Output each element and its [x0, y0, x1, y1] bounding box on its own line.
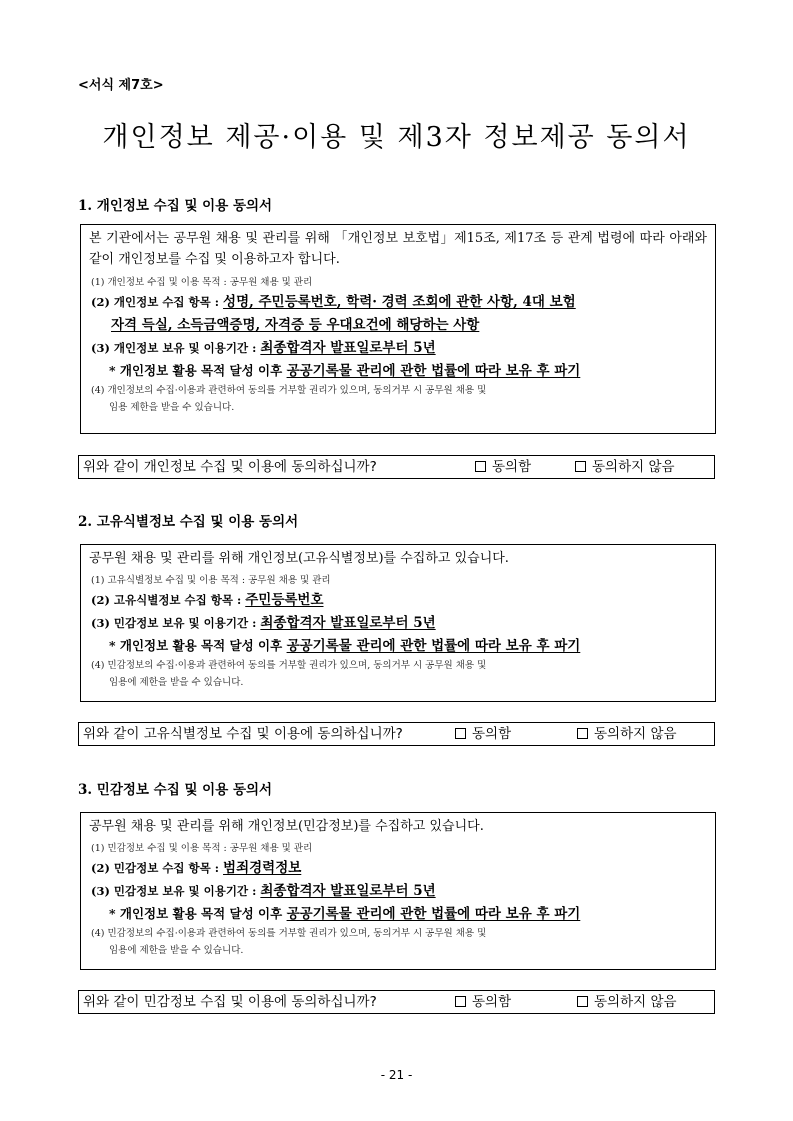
section1-intro: 본 기관에서는 공무원 채용 및 관리를 위해 「개인정보 보호법」제15조, 제17조 등 관계 법령에 따라 아래와 같이 개인정보를 수집 및 이용하고자 합니다. [89, 231, 707, 267]
section1-consent-question: 위와 같이 개인정보 수집 및 이용에 동의하십니까? [83, 459, 377, 475]
section2-note-prefix: * 개인정보 활용 목적 달성 이후 [109, 638, 287, 653]
section3-disagree-checkbox[interactable] [577, 996, 588, 1007]
section2-item4-line2: 임용에 제한을 받을 수 있습니다. [109, 677, 244, 688]
section1-disagree-checkbox[interactable] [575, 461, 586, 472]
section2-item4-line1: (4) 민감정보의 수집·이용과 관련하여 동의를 거부할 권리가 있으며, 동의거부 시 공무원 채용 및 [91, 660, 487, 671]
section1-note-value: 공공기록물 관리에 관한 법률에 따라 보유 후 파기 [286, 363, 581, 379]
section3-item2-value: 범죄경력정보 [223, 860, 302, 876]
section2-item4 [81, 657, 715, 691]
section2-heading: 2. 고유식별정보 수집 및 이용 동의서 [78, 514, 299, 530]
section3-item1: (1) 민감정보 수집 및 이용 목적 : 공무원 채용 및 관리 [91, 843, 313, 854]
section2-item3-label: (3) 민감정보 보유 및 이용기간 : [91, 616, 261, 630]
section1-consent-row [78, 455, 715, 479]
section3-item2 [81, 857, 715, 880]
section2-box [80, 544, 716, 702]
section2-agree-checkbox[interactable] [455, 728, 466, 739]
section1-item2-value: 성명, 주민등록번호, 학력· 경력 조회에 관한 사항, 4대 보험 [223, 294, 576, 310]
section2-disagree-option[interactable] [577, 723, 677, 745]
section1-item2-value-cont: 자격 득실, 소득금액증명, 자격증 등 우대요건에 해당하는 사항 [111, 317, 480, 333]
section1-item3-value: 최종합격자 발표일로부터 5년 [260, 340, 436, 356]
section3-item3-value: 최종합격자 발표일로부터 5년 [260, 883, 436, 899]
section3-consent-row [78, 990, 715, 1014]
section2-item3 [81, 612, 715, 635]
section2-item1: (1) 고유식별정보 수집 및 이용 목적 : 공무원 채용 및 관리 [91, 575, 331, 586]
section3-consent-question: 위와 같이 민감정보 수집 및 이용에 동의하십니까? [83, 994, 377, 1010]
section2-item2 [81, 589, 715, 612]
document-title: 개인정보 제공·이용 및 제3자 정보제공 동의서 [102, 122, 691, 153]
section1-note-prefix: * 개인정보 활용 목적 달성 이후 [109, 363, 287, 378]
section3-item4-line2: 임용에 제한을 받을 수 있습니다. [109, 945, 244, 956]
section1-item4 [81, 382, 715, 416]
section2-note [81, 635, 715, 657]
section3-disagree-label: 동의하지 않음 [594, 994, 677, 1010]
section1-item3-label: (3) 개인정보 보유 및 이용기간 : [91, 341, 261, 355]
section1-disagree-option[interactable] [575, 456, 675, 478]
section1-item4-line1: (4) 개인정보의 수집·이용과 관련하여 동의를 거부할 권리가 있으며, 동의거부 시 공무원 채용 및 [91, 385, 487, 396]
section2-item2-value: 주민등록번호 [245, 592, 324, 608]
section1-agree-label: 동의함 [492, 459, 532, 475]
section1-agree-option[interactable] [475, 456, 531, 478]
section3-item2-label: (2) 민감정보 수집 항목 : [91, 861, 224, 875]
section2-disagree-label: 동의하지 않음 [594, 726, 677, 742]
section2-consent-row [78, 722, 715, 746]
section1-item3 [81, 337, 715, 360]
section1-disagree-label: 동의하지 않음 [592, 459, 675, 475]
section2-intro: 공무원 채용 및 관리를 위해 개인정보(고유식별정보)를 수집하고 있습니다. [89, 551, 509, 566]
section1-agree-checkbox[interactable] [475, 461, 486, 472]
section2-agree-label: 동의함 [472, 726, 512, 742]
section3-note [81, 903, 715, 925]
section1-box [80, 224, 716, 434]
section3-box [80, 812, 716, 970]
section3-item3 [81, 880, 715, 903]
section2-note-value: 공공기록물 관리에 관한 법률에 따라 보유 후 파기 [286, 638, 581, 654]
section3-item4 [81, 925, 715, 959]
section1-note [81, 360, 715, 382]
section3-intro: 공무원 채용 및 관리를 위해 개인정보(민감정보)를 수집하고 있습니다. [89, 819, 484, 834]
section2-item3-value: 최종합격자 발표일로부터 5년 [260, 615, 436, 631]
section3-item3-label: (3) 민감정보 보유 및 이용기간 : [91, 884, 261, 898]
section3-item4-line1: (4) 민감정보의 수집·이용과 관련하여 동의를 거부할 권리가 있으며, 동의거부 시 공무원 채용 및 [91, 928, 487, 939]
section3-agree-label: 동의함 [472, 994, 512, 1010]
section1-item2-label: (2) 개인정보 수집 항목 : [91, 295, 224, 309]
section3-disagree-option[interactable] [577, 991, 677, 1013]
section2-disagree-checkbox[interactable] [577, 728, 588, 739]
section2-agree-option[interactable] [455, 723, 511, 745]
section3-agree-option[interactable] [455, 991, 511, 1013]
form-number: <서식 제7호> [78, 78, 164, 93]
section1-heading: 1. 개인정보 수집 및 이용 동의서 [78, 198, 273, 214]
section1-item4-line2: 임용 제한을 받을 수 있습니다. [109, 402, 235, 413]
section1-item1: (1) 개인정보 수집 및 이용 목적 : 공무원 채용 및 관리 [91, 277, 313, 288]
section3-agree-checkbox[interactable] [455, 996, 466, 1007]
section3-note-prefix: * 개인정보 활용 목적 달성 이후 [109, 906, 287, 921]
section2-consent-question: 위와 같이 고유식별정보 수집 및 이용에 동의하십니까? [83, 726, 403, 742]
section3-note-value: 공공기록물 관리에 관한 법률에 따라 보유 후 파기 [286, 906, 581, 922]
section3-heading: 3. 민감정보 수집 및 이용 동의서 [78, 782, 273, 798]
page-number: - 21 - [380, 1068, 413, 1082]
section2-item2-label: (2) 고유식별정보 수집 항목 : [91, 593, 246, 607]
section1-item2 [81, 291, 715, 337]
